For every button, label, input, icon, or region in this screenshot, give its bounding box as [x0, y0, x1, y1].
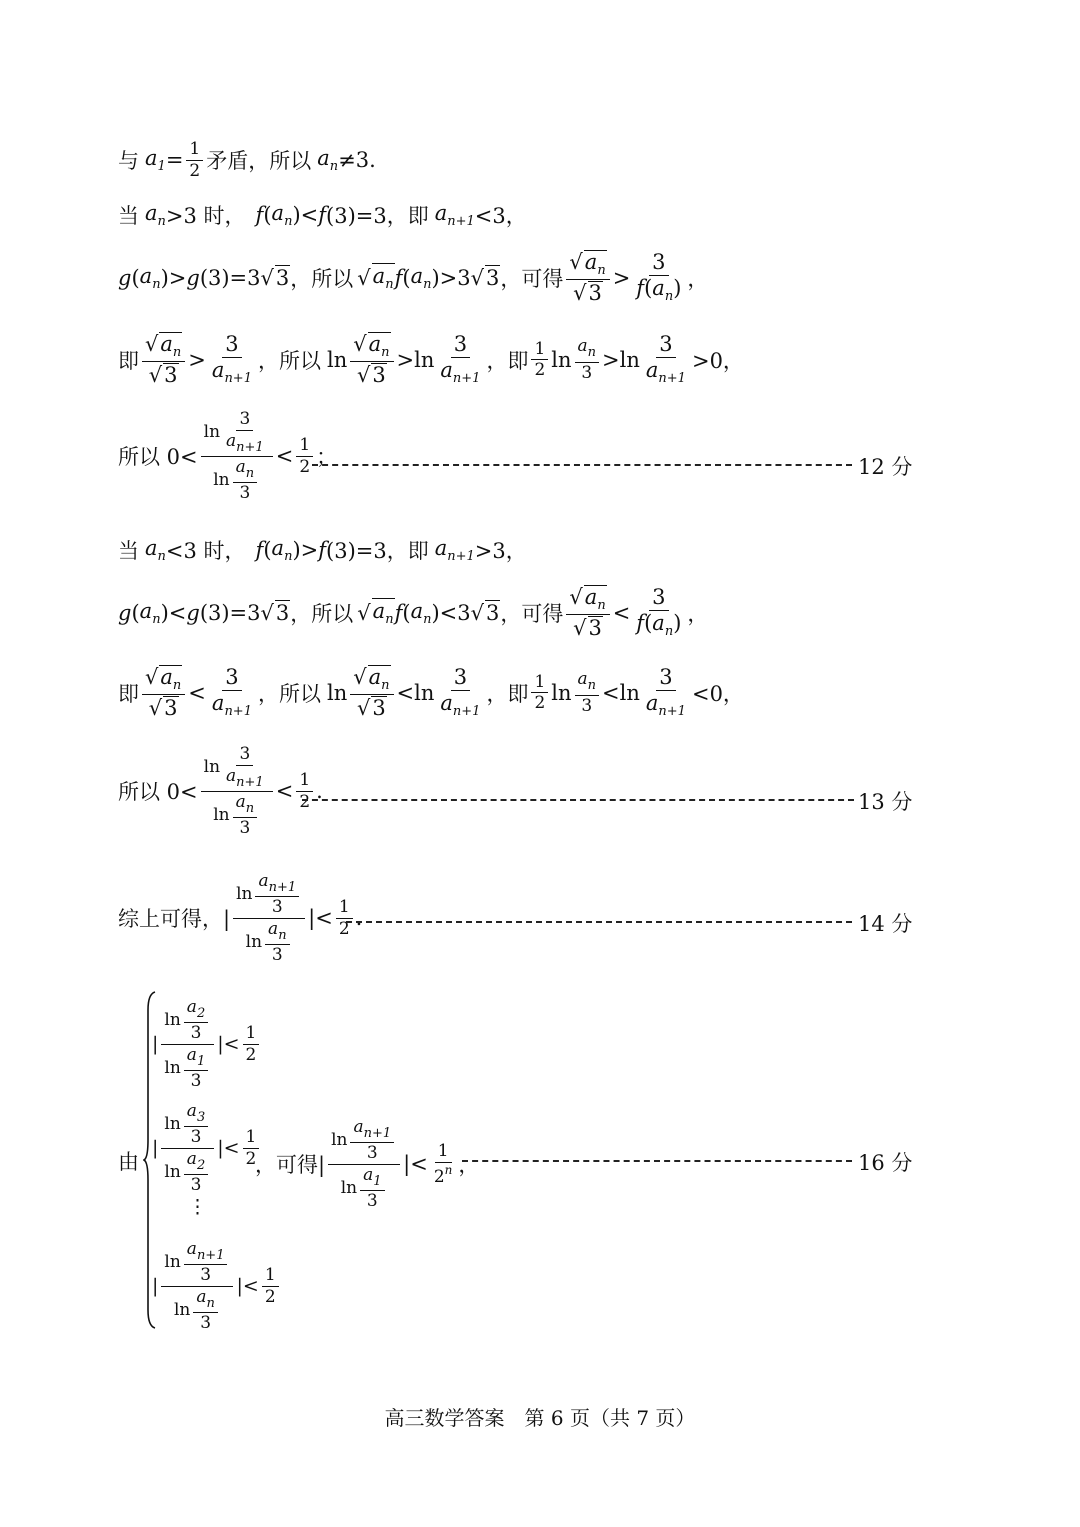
page-footer: 高三数学答案 第 6 页（共 7 页） — [384, 1406, 696, 1430]
text: ，所以 — [257, 348, 321, 373]
score-16: 16 分 — [858, 1151, 913, 1175]
text: 所以 0< — [118, 780, 198, 805]
text: 综上可得，| — [118, 907, 231, 932]
line-1: 与 $a_1$ = $\frac{1}{2}$ 矛盾，所以 $a_n$ ≠3. — [118, 139, 376, 181]
text: ，即 — [486, 348, 529, 373]
dashed-leader — [302, 799, 854, 801]
system-row-2: | ln $\frac{a_3}{3}$ ln $\frac{a_2}{3}$ |< $\frac{1}{2}$ — [152, 1102, 262, 1195]
text: 当 — [118, 204, 139, 228]
text: >3， — [474, 539, 527, 563]
text: ，可得| — [255, 1153, 326, 1178]
text: 矛盾，所以 — [206, 149, 312, 174]
line-3: g ( $a_n$ )> g (3)=3 √ 3 ，所以 √ $a_n$ f ( $a_n$ )>3 √ 3 ，可得 $\frac{√a_n}{√3}$ > $\frac{3}{f(a_n)}$ ， — [118, 250, 709, 306]
text: ，可得 — [500, 266, 564, 291]
line-5: 所以 0< ln $\frac{3}{a_{n+1}}$ ln $\frac{a_n}{3}$ < $\frac{1}{2}$ ； — [118, 409, 338, 504]
text: 当 — [118, 539, 139, 563]
text: <3 时， — [165, 539, 246, 563]
score-12: 12 分 — [858, 455, 913, 479]
text: 与 — [118, 149, 139, 174]
text: ≠3. — [338, 148, 376, 173]
text: 即 — [118, 681, 139, 706]
text: 由 — [118, 1150, 139, 1174]
line-8: 即 $\frac{√a_n}{√3}$ < $\frac{3}{a_{n+1}}$ ，所以 ln $\frac{√a_n}{√3}$ <ln $\frac{3}{a_{n+1}}$ ，即 $\frac{1}{2}$ ln $\frac{a_n}{3}$ <ln $\frac{3}{a_{n+1}}$ <0， — [118, 665, 744, 721]
text: >3 时， — [165, 204, 246, 228]
dashed-leader — [462, 1160, 852, 1162]
text: ，所以 — [290, 601, 354, 626]
dashed-leader — [346, 921, 852, 923]
text: ，所以 — [290, 266, 354, 291]
dashed-leader — [312, 464, 852, 466]
line-7: g ( $a_n$ )< g (3)=3 √ 3 ，所以 √ $a_n$ f ( $a_n$ )<3 √ 3 ，可得 $\frac{√a_n}{√3}$ < $\frac{3}{f(a_n)}$ ， — [118, 585, 709, 641]
text: ，可得 — [500, 601, 564, 626]
text: ，所以 — [257, 681, 321, 706]
text: ，即 — [486, 681, 529, 706]
score-13: 13 分 — [858, 790, 913, 814]
line-10: 综上可得，| ln $\frac{a_{n+1}}{3}$ ln $\frac{a_n}{3}$ |< $\frac{1}{2}$ . — [118, 871, 363, 966]
line-2: 当 $a_n$ >3 时， f ( $a_n$ )< f (3)=3，即 $a_{n+1}$ <3， — [118, 201, 527, 229]
text: <3， — [474, 204, 527, 228]
text: 即 — [118, 348, 139, 373]
system-row-n: | ln $\frac{a_{n+1}}{3}$ ln $\frac{a_n}{3}$ |< $\frac{1}{2}$ — [152, 1240, 282, 1333]
system-vdots: ⋮ — [188, 1196, 207, 1218]
line-11-prefix — [118, 1146, 139, 1176]
system-row-1: | ln $\frac{a_2}{3}$ ln $\frac{a_1}{3}$ |< $\frac{1}{2}$ — [152, 998, 262, 1091]
line-11-result: ，可得| ln $\frac{a_{n+1}}{3}$ ln $\frac{a_1}{3}$ |< $\frac{1}{2^n}$ ， — [255, 1117, 480, 1212]
text: 所以 0< — [118, 445, 198, 470]
line-9: 所以 0< ln $\frac{3}{a_{n+1}}$ ln $\frac{a_n}{3}$ < $\frac{1}{2}$ . — [118, 744, 323, 839]
line-6: 当 $a_n$ <3 时， f ( $a_n$ )> f (3)=3，即 $a_{n+1}$ >3， — [118, 536, 527, 564]
line-4: 即 $\frac{√a_n}{√3}$ > $\frac{3}{a_{n+1}}$ ，所以 ln $\frac{√a_n}{√3}$ >ln $\frac{3}{a_{n+1}}$ ，即 $\frac{1}{2}$ ln $\frac{a_n}{3}$ >ln $\frac{3}{a_{n+1}}$ >0， — [118, 332, 744, 388]
score-14: 14 分 — [858, 912, 913, 936]
